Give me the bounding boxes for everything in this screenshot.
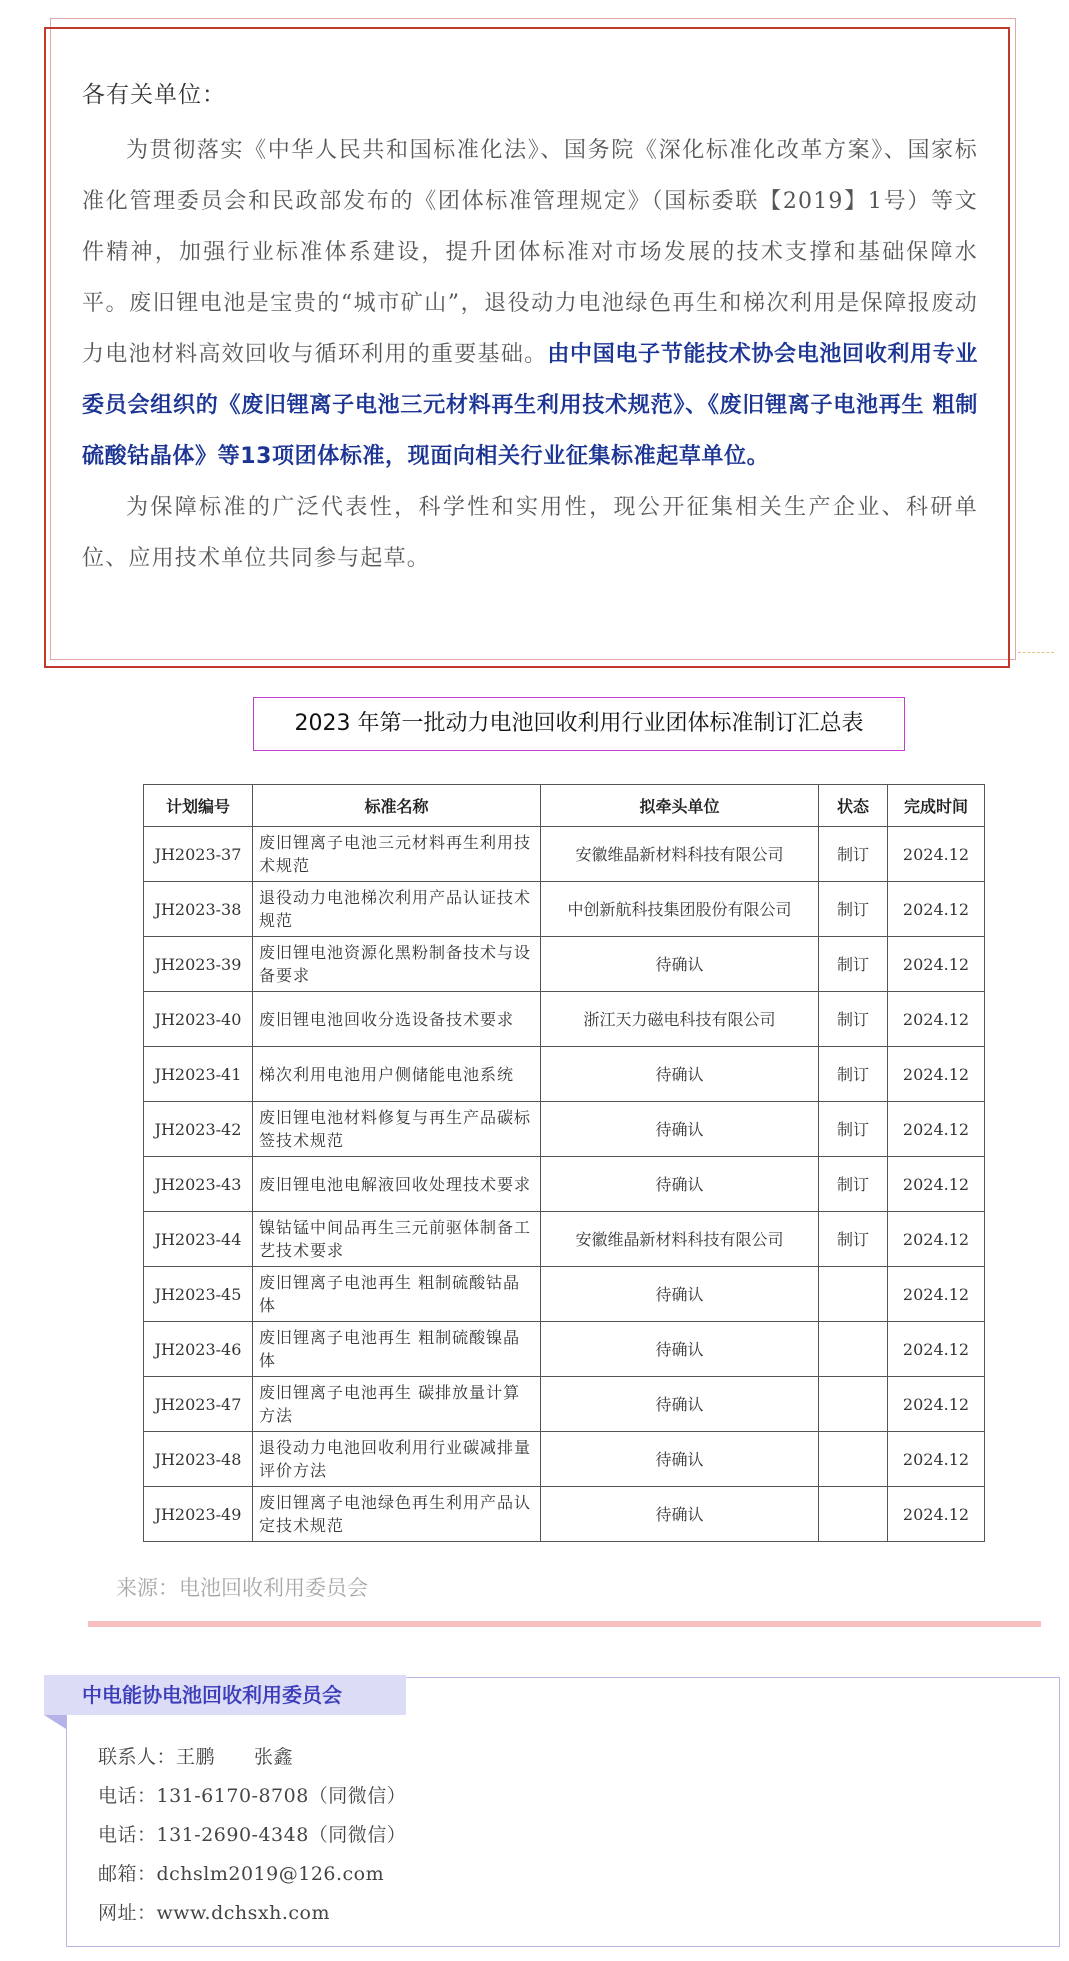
cell-completion-time: 2024.12	[888, 1322, 985, 1377]
cell-status	[819, 1267, 888, 1322]
table-row	[144, 882, 985, 937]
cell-completion-time: 2024.12	[888, 1157, 985, 1212]
cell-plan-code: JH2023-40	[144, 992, 253, 1047]
cell-status: 制订	[819, 1102, 888, 1157]
contact-tab-fold	[44, 1715, 66, 1729]
cell-completion-time: 2024.12	[888, 882, 985, 937]
cell-status	[819, 1487, 888, 1542]
cell-lead-unit: 待确认	[541, 1102, 819, 1157]
cell-lead-unit: 待确认	[541, 1377, 819, 1432]
cell-status: 制订	[819, 1047, 888, 1102]
cell-status: 制订	[819, 827, 888, 882]
cell-plan-code: JH2023-41	[144, 1047, 253, 1102]
table-row	[144, 1322, 985, 1377]
cell-completion-time: 2024.12	[888, 1212, 985, 1267]
contact-lines	[98, 1738, 406, 1933]
table-row	[144, 827, 985, 882]
table-row	[144, 1267, 985, 1322]
contact-person: 联系人：王鹏 张鑫	[98, 1746, 294, 1768]
cell-lead-unit: 待确认	[541, 1267, 819, 1322]
cell-standard-name: 废旧锂离子电池三元材料再生利用技术规范	[253, 827, 541, 882]
cell-completion-time: 2024.12	[888, 827, 985, 882]
cell-completion-time: 2024.12	[888, 1102, 985, 1157]
table-row	[144, 1377, 985, 1432]
section-divider	[88, 1621, 1041, 1627]
cell-completion-time: 2024.12	[888, 1377, 985, 1432]
notice-paragraph-1	[82, 125, 978, 482]
cell-standard-name: 废旧锂离子电池绿色再生利用产品认定技术规范	[253, 1487, 541, 1542]
cell-plan-code: JH2023-45	[144, 1267, 253, 1322]
cell-standard-name: 退役动力电池回收利用行业碳减排量评价方法	[253, 1432, 541, 1487]
notice-paragraph-2: 为保障标准的广泛代表性，科学性和实用性，现公开征集相关生产企业、科研单位、应用技术单位共同参与起草。	[82, 495, 978, 571]
cell-standard-name: 废旧锂电池电解液回收处理技术要求	[253, 1157, 541, 1212]
table-row	[144, 1487, 985, 1542]
cell-lead-unit: 待确认	[541, 1432, 819, 1487]
table-row	[144, 1157, 985, 1212]
cell-plan-code: JH2023-42	[144, 1102, 253, 1157]
cell-plan-code: JH2023-44	[144, 1212, 253, 1267]
cell-status: 制订	[819, 882, 888, 937]
cell-completion-time: 2024.12	[888, 937, 985, 992]
table-row	[144, 1047, 985, 1102]
notice-highlight-text: 由中国电子节能技术协会电池回收利用专业委员会组织的《废旧锂离子电池三元材料再生利用技术规范》、《废旧锂离子电池再生 粗制硫酸钴晶体》等13项团体标准，现面向相关行业征集标准起草单位。	[82, 342, 978, 469]
cell-plan-code: JH2023-46	[144, 1322, 253, 1377]
cell-standard-name: 梯次利用电池用户侧储能电池系统	[253, 1047, 541, 1102]
cell-plan-code: JH2023-37	[144, 827, 253, 882]
table-row	[144, 1102, 985, 1157]
header-standard-name: 标准名称	[253, 785, 541, 827]
cell-lead-unit: 待确认	[541, 937, 819, 992]
cell-plan-code: JH2023-39	[144, 937, 253, 992]
cell-standard-name: 废旧锂电池资源化黑粉制备技术与设备要求	[253, 937, 541, 992]
cell-standard-name: 废旧锂电池回收分选设备技术要求	[253, 992, 541, 1047]
cell-completion-time: 2024.12	[888, 1487, 985, 1542]
cell-status: 制订	[819, 1157, 888, 1212]
cell-lead-unit: 待确认	[541, 1157, 819, 1212]
cell-standard-name: 废旧锂电池材料修复与再生产品碳标签技术规范	[253, 1102, 541, 1157]
cell-lead-unit: 安徽维晶新材料科技有限公司	[541, 827, 819, 882]
cell-plan-code: JH2023-49	[144, 1487, 253, 1542]
contact-email[interactable]: 邮箱：dchslm2019@126.com	[98, 1863, 385, 1885]
cell-completion-time: 2024.12	[888, 1047, 985, 1102]
cell-lead-unit: 中创新航科技集团股份有限公司	[541, 882, 819, 937]
cell-lead-unit: 待确认	[541, 1047, 819, 1102]
cell-plan-code: JH2023-43	[144, 1157, 253, 1212]
cell-status: 制订	[819, 992, 888, 1047]
cell-standard-name: 废旧锂离子电池再生 碳排放量计算方法	[253, 1377, 541, 1432]
notice-salutation: 各有关单位：	[82, 82, 226, 108]
cell-standard-name: 退役动力电池梯次利用产品认证技术规范	[253, 882, 541, 937]
source-note: 来源：电池回收利用委员会	[116, 1576, 368, 1600]
cell-completion-time: 2024.12	[888, 1432, 985, 1487]
cell-status	[819, 1377, 888, 1432]
contact-org-title: 中电能协电池回收利用委员会	[44, 1675, 406, 1715]
cell-completion-time: 2024.12	[888, 992, 985, 1047]
notice-paragraph-1-text: 为贯彻落实《中华人民共和国标准化法》、国务院《深化标准化改革方案》、国家标准化管理委员会和民政部发布的《团体标准管理规定》（国标委联【2019】1号）等文件精神，加强行业标准体系建设，提升团体标准对市场发展的技术支撑和基础保障水平。废旧锂电池是宝贵的“城市矿山”，退役动力电池绿色再生和梯次利用是保障报废动力电池材料高效回收与循环利用的重要基础。	[82, 138, 978, 367]
header-status: 状态	[819, 785, 888, 827]
table-row	[144, 1212, 985, 1267]
cell-status	[819, 1322, 888, 1377]
cell-status: 制订	[819, 937, 888, 992]
cell-plan-code: JH2023-47	[144, 1377, 253, 1432]
standards-table	[143, 784, 985, 1542]
header-completion-time: 完成时间	[888, 785, 985, 827]
cell-standard-name: 废旧锂离子电池再生 粗制硫酸钴晶体	[253, 1267, 541, 1322]
cell-status	[819, 1432, 888, 1487]
contact-phone-1: 电话：131-6170-8708（同微信）	[98, 1785, 407, 1807]
contact-website[interactable]: 网址：www.dchsxh.com	[98, 1902, 330, 1924]
table-header-row	[144, 785, 985, 827]
cell-lead-unit: 浙江天力磁电科技有限公司	[541, 992, 819, 1047]
cell-status: 制订	[819, 1212, 888, 1267]
table-row	[144, 992, 985, 1047]
header-plan-code: 计划编号	[144, 785, 253, 827]
table-row	[144, 937, 985, 992]
table-row	[144, 1432, 985, 1487]
cell-lead-unit: 待确认	[541, 1322, 819, 1377]
cell-standard-name: 废旧锂离子电池再生 粗制硫酸镍晶体	[253, 1322, 541, 1377]
header-lead-unit: 拟牵头单位	[541, 785, 819, 827]
cell-standard-name: 镍钴锰中间品再生三元前驱体制备工艺技术要求	[253, 1212, 541, 1267]
table-title: 2023 年第一批动力电池回收利用行业团体标准制订汇总表	[253, 697, 905, 751]
cell-plan-code: JH2023-48	[144, 1432, 253, 1487]
cell-lead-unit: 待确认	[541, 1487, 819, 1542]
cell-plan-code: JH2023-38	[144, 882, 253, 937]
contact-phone-2: 电话：131-2690-4348（同微信）	[98, 1824, 407, 1846]
notice-corner-decoration	[1018, 652, 1054, 654]
cell-lead-unit: 安徽维晶新材料科技有限公司	[541, 1212, 819, 1267]
cell-completion-time: 2024.12	[888, 1267, 985, 1322]
notice-box	[44, 27, 1010, 668]
